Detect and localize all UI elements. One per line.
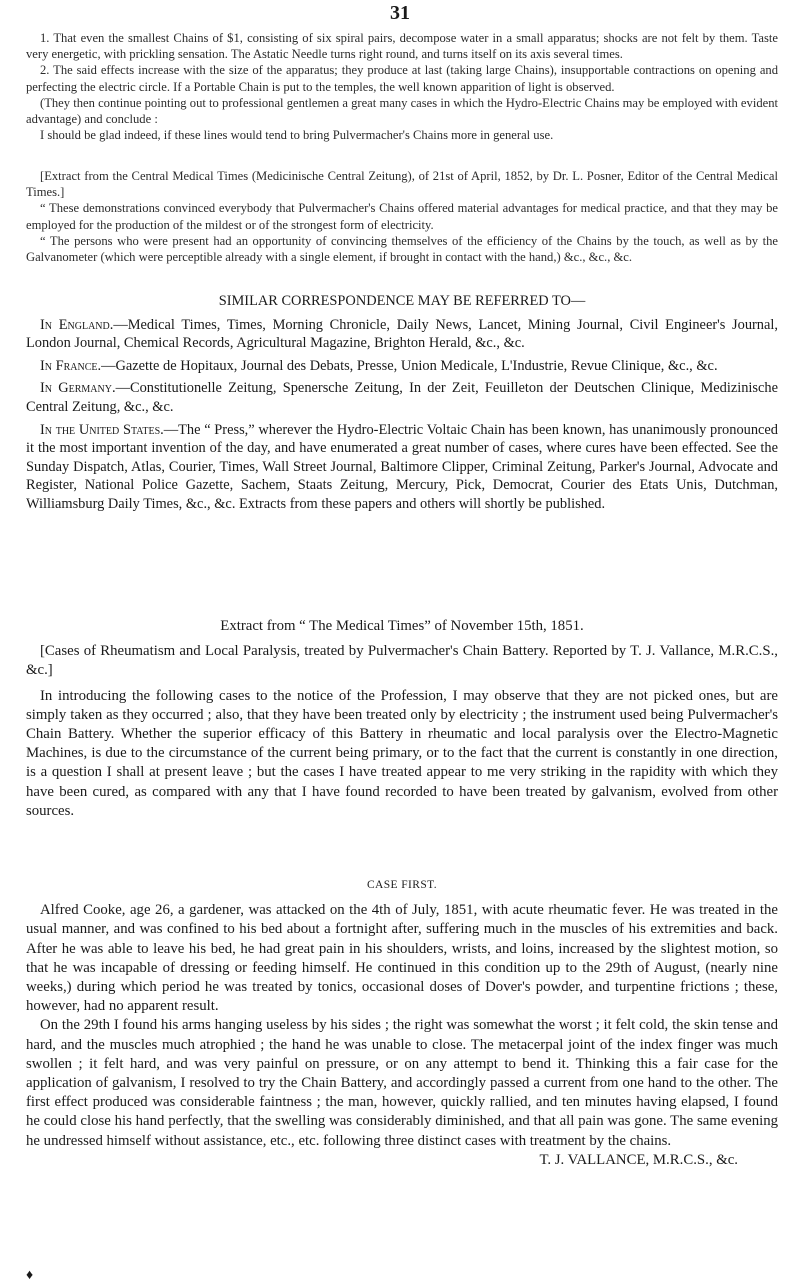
extract-intro: In introducing the following cases to the notice of the Profession, I may observe that they are not picked ones, but are simply taken as they occurred ; also, that they have been treated only by electricity ; the instrument used being Pulvermacher's Chain Battery. Whether the superior efficacy of this Battery in rheumatic and local paralysis over the Electro-Magnetic Machines, is due to the circumstance of the current being primary, or to the fact that the current is constantly in one direction, is a question I shall at present leave ; but the cases I have treated appear to me very striking in the rapidity with which they have been cured, as compared with any that I have found recorded to have been treated by galvanism, evolved from other sources. (26, 687, 778, 819)
country-entry-england (26, 316, 778, 353)
country-text: —The “ Press,” wherever the Hydro-Electric Voltaic Chain has been known, has unanimously pronounced it the most important invention of the day, and have enumerated a great number of cases, where cures have been effected. See the Sunday Dispatch, Atlas, Courier, Times, Wall Street Journal, Baltimore Clipper, Criminal Zeitung, Parker's Journal, Advocate and Register, National Police Gazette, Sachem, Staats Zeitung, Mercury, Pick, Democrat, Courier des Etats Unis, Dutchman, Williamsburg Daily Times, &c., &c. Extracts from these papers and others will shortly be published. (26, 421, 778, 512)
extract-central-medical-times (26, 168, 778, 265)
country-label: In the United States. (40, 421, 164, 438)
country-text: —Medical Times, Times, Morning Chronicle, Daily News, Lancet, Mining Journal, Civil Engineer's Journal, London Journal, Chemical Records, Agricultural Magazine, Brighton Herald, &c., &c. (26, 316, 778, 352)
case-first (26, 876, 778, 1170)
printer-mark: ♦ (26, 1268, 34, 1283)
numbered-observations (26, 30, 778, 143)
extract-heading: [Extract from the Central Medical Times (Medicinische Central Zeitung), of 21st of April, 1852, by Dr. L. Posner, Editor of the Central Medical Times.] (26, 169, 778, 200)
country-label: In Germany. (40, 380, 116, 397)
extract-paragraph: “ The persons who were present had an opportunity of convincing themselves of the efficiency of the Chains by the touch, as well as by the Galvanometer (which were perceptible already with a single element, if brought in contact with the hand,) &c., &c., &c. (26, 233, 778, 265)
similar-correspondence (26, 292, 778, 514)
page-number: 31 (390, 2, 410, 24)
observation-2: 2. The said effects increase with the size of the apparatus; they produce at last (taking large Chains), insupportable contractions on opening and perfecting the electric circle. If a Portable Chain is put to the temples, the well known apparition of light is observed. (26, 63, 778, 94)
closing-wish: I should be glad indeed, if these lines would tend to bring Pulvermacher's Chains more in general use. (40, 128, 554, 143)
section-heading: SIMILAR CORRESPONDENCE MAY BE REFERRED TO— (218, 293, 586, 309)
extract-heading: [Cases of Rheumatism and Local Paralysis, treated by Pulvermacher's Chain Battery. Reported by T. J. Vallance, M.R.C.S., &c.] (26, 643, 778, 679)
extract-paragraph: “ These demonstrations convinced everybody that Pulvermacher's Chains offered material advantages for medical practice, and that they may be employed for the production of the mildest or of the strongest form of electricity. (26, 201, 778, 232)
country-entry-germany (26, 379, 778, 416)
extract-title: Extract from “ The Medical Times” of November 15th, 1851. (220, 618, 584, 634)
case-title: CASE FIRST. (366, 879, 437, 891)
extract-medical-times (26, 617, 778, 821)
country-entry-france (26, 357, 778, 376)
country-text: —Gazette de Hopitaux, Journal des Debats, Presse, Union Medicale, L'Industrie, Revue Clinique, &c., &c. (101, 357, 718, 374)
conclusion-note: (They then continue pointing out to professional gentlemen a great many cases in which the Hydro-Electric Chains may be employed with evident advantage) and conclude : (26, 95, 778, 127)
country-text: —Constitutionelle Zeitung, Spenersche Zeitung, In der Zeit, Feuilleton der Deutschen Clinique, Medizinische Central Zeitung, &c., &c. (26, 380, 778, 415)
signature: T. J. VALLANCE, M.R.C.S., &c. (539, 1151, 738, 1168)
case-paragraph: On the 29th I found his arms hanging useless by his sides ; the right was somewhat the worst ; it felt cold, the skin tense and hard, and the muscles much atrophied ; the hand he was unable to close. The metacerpal joint of the index finger was much swollen ; it felt hard, and was very painful on pressure, or on any attempt to bend it. Thinking this a fair case for the application of galvanism, I resolved to try the Chain Battery, and accordingly passed a current from one hand to the other. The first effect produced was considerable faintness ; the man, however, quickly rallied, and ten minutes having elapsed, I found he could close his hand perfectly, that the swelling was considerably diminished, and that all pain was gone. The same evening he undressed himself without assistance, etc., etc. following three distinct cases with treatment by the chains. (26, 1017, 778, 1149)
case-paragraph: Alfred Cooke, age 26, a gardener, was attacked on the 4th of July, 1851, with acute rheumatic fever. He was treated in the usual manner, and was confined to his bed about a fortnight after, suffering much in the muscles of his extremities and back. After he was able to leave his bed, he had great pain in his shoulders, wrists, and loins, increased by the slightest motion, so that he was incapable of dressing or feeding himself. He continued in this condition up to the 29th of August, (nearly nine weeks,) during which period he was treated by tonics, occasional doses of Dover's powder, and turpentine frictions ; these, however, had no apparent result. (26, 902, 778, 1015)
country-label: In England. (40, 316, 114, 333)
country-entry-united-states (26, 421, 778, 514)
observation-1: 1. That even the smallest Chains of $1, consisting of six spiral pairs, decompose water in a small apparatus; shocks are not felt by them. Taste very energetic, with prickling sensation. The Astatic Needle turns right round, and turns itself on its axis several times. (26, 31, 778, 62)
country-label: In France. (40, 357, 102, 374)
